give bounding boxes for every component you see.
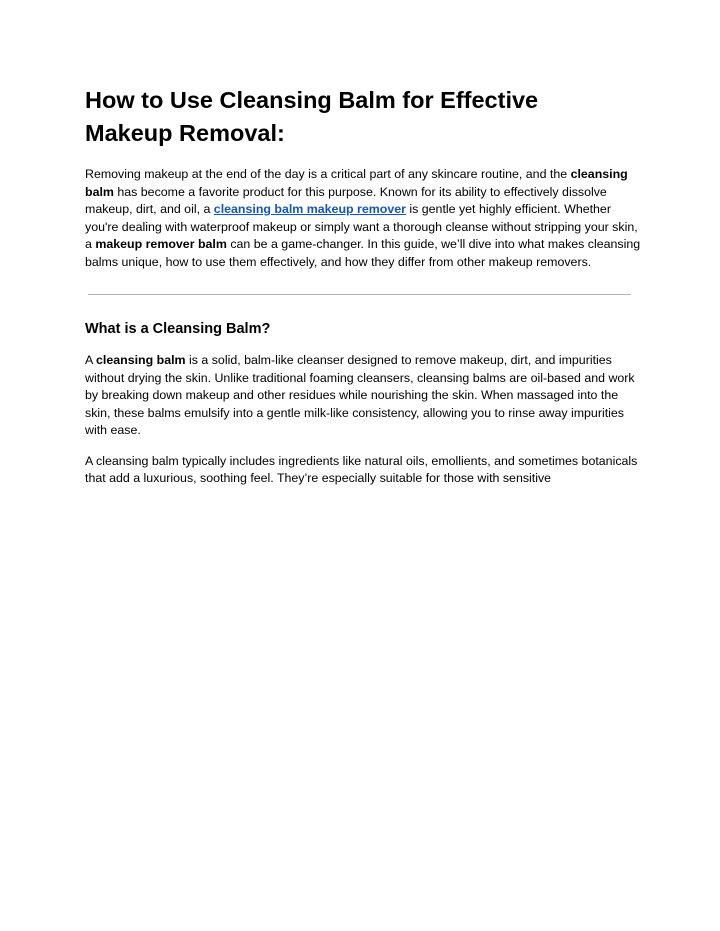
intro-bold-cleansing-balm: cleansing balm — [85, 167, 628, 199]
horizontal-divider — [88, 294, 631, 295]
article-title — [85, 84, 645, 150]
section-p1-text-1: A — [85, 353, 97, 367]
section-paragraph-1 — [85, 352, 645, 440]
article-title-line1: How to Use Cleansing Balm for Effective — [85, 87, 539, 113]
section-paragraph-2: A cleansing balm typically includes ingredients like natural oils, emollients, and sometimes botanicals that add a luxurious, soothing feel. They’re especially suitable for those with sensitive — [85, 453, 638, 485]
section-p1-text-2: is a solid, balm-like cleanser designed to remove makeup, dirt, and impurities without drying the skin. Unlike traditional foaming cleansers, cleansing balms are oil-based and work by breaking down makeup and other residues while nourishing the skin. When massaged into the skin, these balms emulsify into a gentle milk-like consistency, allowing you to rinse away impurities with ease. — [85, 353, 635, 437]
article-title-line2: Makeup Removal: — [85, 120, 285, 146]
section-p1-bold-cleansing-balm: cleansing balm — [96, 353, 186, 367]
section-heading-what-is: What is a Cleansing Balm? — [85, 321, 271, 337]
intro-bold-makeup-remover-balm: makeup remover balm — [95, 237, 227, 251]
intro-text-3: is gentle yet highly efficient. Whether you're dealing with waterproof makeup or simply want a thorough cleanse without stripping your skin, a — [85, 202, 638, 251]
intro-text-4: can be a game-changer. In this guide, we’ll dive into what makes cleansing balms unique, how to use them effectively, and how they differ from other makeup removers. — [85, 237, 641, 269]
intro-text-1: Removing makeup at the end of the day is a critical part of any skincare routine, and the — [85, 167, 571, 181]
intro-paragraph — [85, 166, 645, 271]
cleansing-balm-makeup-remover-link[interactable]: cleansing balm makeup remover — [213, 202, 406, 216]
article-content — [85, 84, 645, 488]
intro-text-2: has become a favorite product for this purpose. Known for its ability to effectively dissolve makeup, dirt, and oil, a — [85, 184, 607, 216]
